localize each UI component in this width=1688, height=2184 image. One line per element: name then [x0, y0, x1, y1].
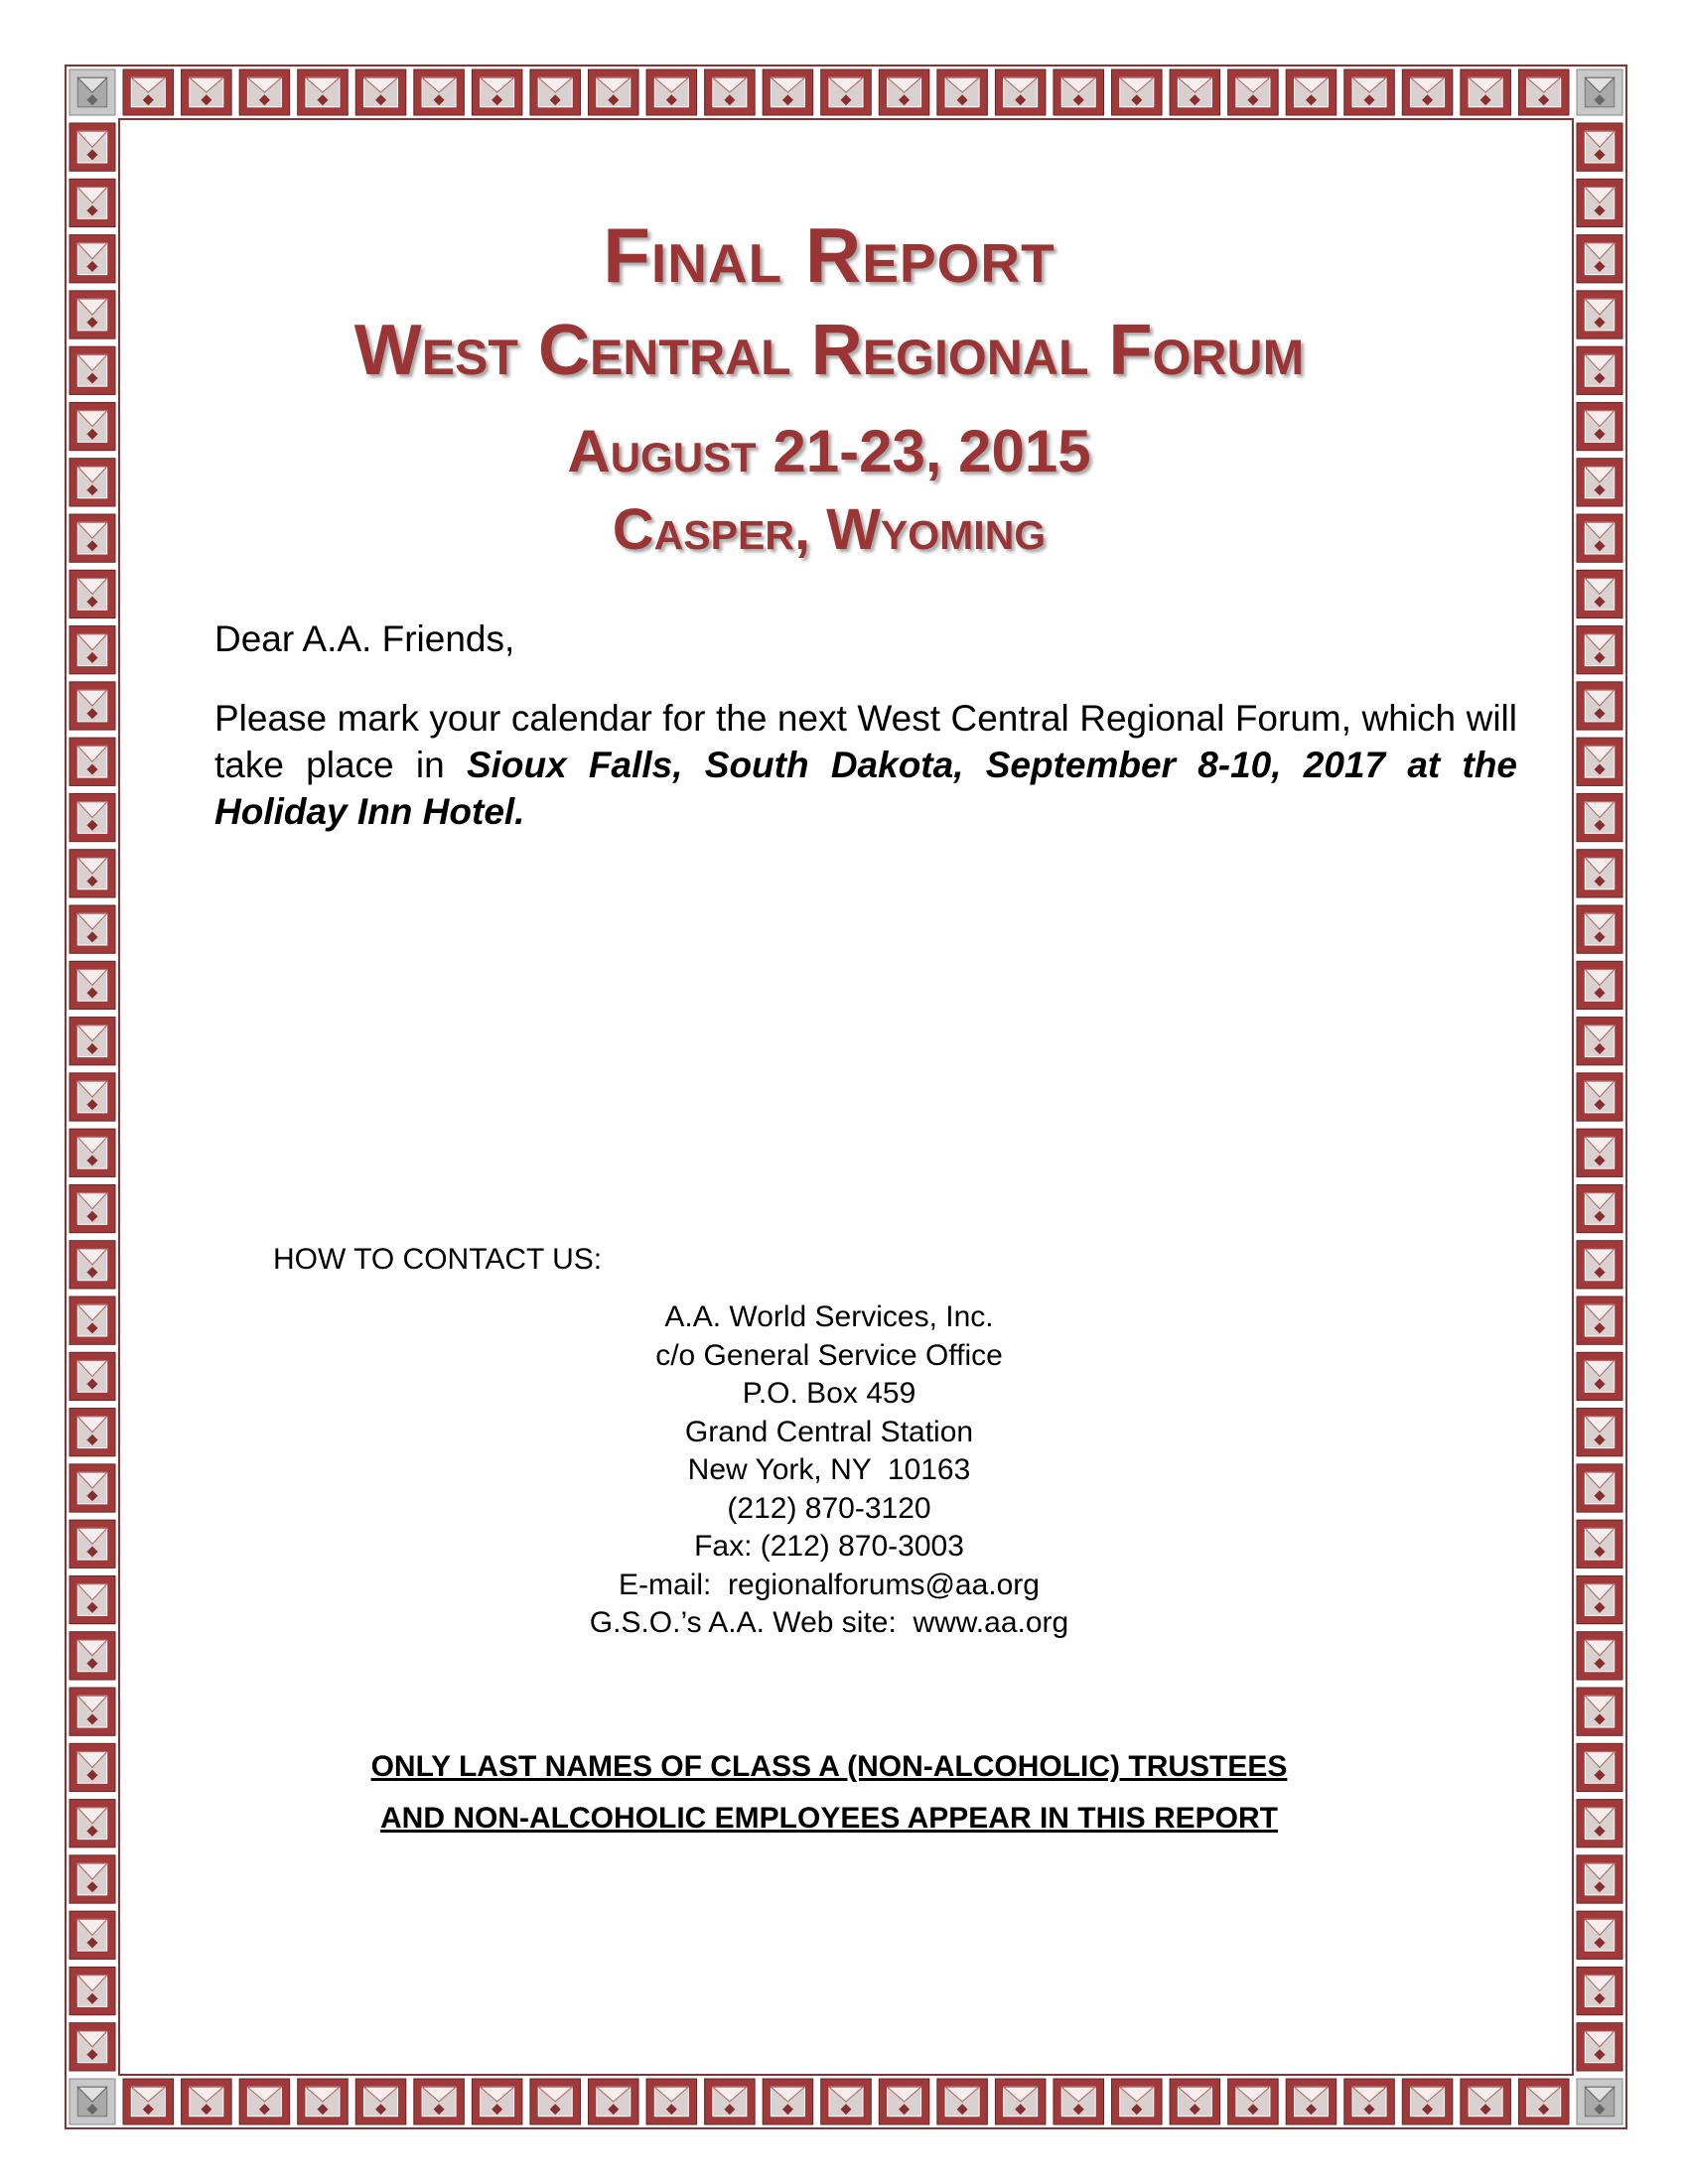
border-tile [821, 69, 872, 115]
address-line: Grand Central Station [684, 1415, 974, 1448]
border-tile [70, 961, 115, 1009]
border-tile [705, 2079, 756, 2124]
border-tile [530, 2079, 581, 2124]
border-tile [1344, 2079, 1395, 2124]
address-line: A.A. World Services, Inc. [664, 1300, 994, 1333]
border-tile [937, 69, 988, 115]
border-tile [1577, 738, 1622, 785]
border-tile [1577, 2023, 1622, 2071]
border-tile [1286, 69, 1336, 115]
border-tile [1170, 69, 1220, 115]
phone-line: (212) 870-3120 [727, 1491, 931, 1525]
border-tile [1577, 1911, 1622, 1959]
border-tile [1228, 2079, 1279, 2124]
border-tile [123, 2079, 174, 2124]
border-tile [1286, 2079, 1336, 2124]
border-tile [70, 1018, 115, 1065]
border-tile [70, 2023, 115, 2071]
border-tile [1577, 1688, 1622, 1735]
border-tile [70, 626, 115, 674]
border-tile [298, 2079, 349, 2124]
border-tile [1228, 69, 1279, 115]
border-tile [239, 69, 290, 115]
border-tile [1577, 905, 1622, 953]
border-tile [355, 69, 406, 115]
border-tile [1577, 1241, 1622, 1289]
border-tile [1577, 1855, 1622, 1903]
border-tile [1112, 69, 1163, 115]
contact-heading: HOW TO CONTACT US: [273, 1243, 603, 1276]
border-corner-tile [70, 2079, 115, 2124]
announcement-text: Please mark your calendar for the next West Central Regional Forum, which will take place in [214, 698, 1517, 785]
border-tile [70, 682, 115, 730]
forum-dates: August 21-23, 2015 [567, 418, 1091, 484]
border-tile [1577, 123, 1622, 171]
border-corner-tile [70, 69, 115, 115]
fax-line: Fax: (212) 870-3003 [694, 1530, 964, 1563]
border-tile [1402, 2079, 1453, 2124]
notice-line: AND NON-ALCOHOLIC EMPLOYEES APPEAR IN THIS REPORT [380, 1802, 1278, 1835]
border-tile [182, 2079, 232, 2124]
border-tile [1577, 1018, 1622, 1065]
address-line: New York, NY 10163 [687, 1453, 971, 1486]
border-tile [879, 2079, 929, 2124]
forum-location: Casper, Wyoming [612, 497, 1047, 562]
border-tile [1518, 2079, 1569, 2124]
border-tile [70, 1073, 115, 1121]
border-tile [1461, 2079, 1511, 2124]
border-tile [70, 793, 115, 841]
border-tile [1112, 2079, 1163, 2124]
greeting: Dear A.A. Friends, [214, 618, 515, 659]
border-tile [995, 2079, 1046, 2124]
email-line: E-mail: regionalforums@aa.org [619, 1568, 1040, 1601]
border-tile [1344, 69, 1395, 115]
border-tile [763, 69, 813, 115]
border-tile [70, 1129, 115, 1176]
notice-line: ONLY LAST NAMES OF CLASS A (NON-ALCOHOLIC) TRUSTEES [370, 1750, 1288, 1783]
border-tile [588, 2079, 638, 2124]
next-forum-details: Sioux Falls, South Dakota, September 8-10, 2017 at the Holiday Inn Hotel. [214, 745, 1517, 832]
border-tile [763, 2079, 813, 2124]
border-tile [1170, 2079, 1220, 2124]
border-tile [70, 905, 115, 953]
contact-address [0, 1298, 1658, 1643]
border-tile [1461, 69, 1511, 115]
border-tile [472, 2079, 522, 2124]
border-tile [355, 2079, 406, 2124]
border-tile [1577, 682, 1622, 730]
border-tile [1518, 69, 1569, 115]
border-tile [1054, 2079, 1104, 2124]
border-tile [70, 1967, 115, 2014]
address-line: c/o General Service Office [655, 1338, 1003, 1372]
border-tile [182, 69, 232, 115]
border-tile [123, 69, 174, 115]
border-tile [705, 69, 756, 115]
forum-name: West Central Regional Forum [353, 311, 1305, 390]
border-tile [1577, 1129, 1622, 1176]
border-tile [1577, 570, 1622, 617]
border-tile [995, 69, 1046, 115]
border-tile [70, 1855, 115, 1903]
border-tile [1577, 961, 1622, 1009]
border-tile [298, 69, 349, 115]
border-tile [70, 1184, 115, 1232]
border-tile [1577, 1184, 1622, 1232]
border-corner-tile [1577, 69, 1622, 115]
border-tile [1577, 850, 1622, 897]
border-tile [414, 2079, 465, 2124]
border-tile [70, 570, 115, 617]
border-tile [1054, 69, 1104, 115]
border-corner-tile [1577, 2079, 1622, 2124]
announcement-paragraph [214, 695, 1517, 835]
border-tile [70, 1911, 115, 1959]
border-tile [937, 2079, 988, 2124]
border-tile [646, 69, 697, 115]
border-tile [414, 69, 465, 115]
border-tile [70, 1688, 115, 1735]
border-tile [1577, 1073, 1622, 1121]
address-line: P.O. Box 459 [742, 1377, 916, 1410]
border-tile [1577, 793, 1622, 841]
border-tile [1577, 1967, 1622, 2014]
border-tile [70, 738, 115, 785]
border-tile [70, 850, 115, 897]
border-tile [70, 123, 115, 171]
border-tile [1402, 69, 1453, 115]
report-title: Final Report [603, 211, 1055, 299]
border-tile [821, 2079, 872, 2124]
border-tile [239, 2079, 290, 2124]
border-tile [472, 69, 522, 115]
border-tile [588, 69, 638, 115]
border-tile [70, 1241, 115, 1289]
website-line: G.S.O.’s A.A. Web site: www.aa.org [589, 1606, 1069, 1639]
border-tile [879, 69, 929, 115]
border-tile [1577, 626, 1622, 674]
border-tile [530, 69, 581, 115]
border-tile [646, 2079, 697, 2124]
